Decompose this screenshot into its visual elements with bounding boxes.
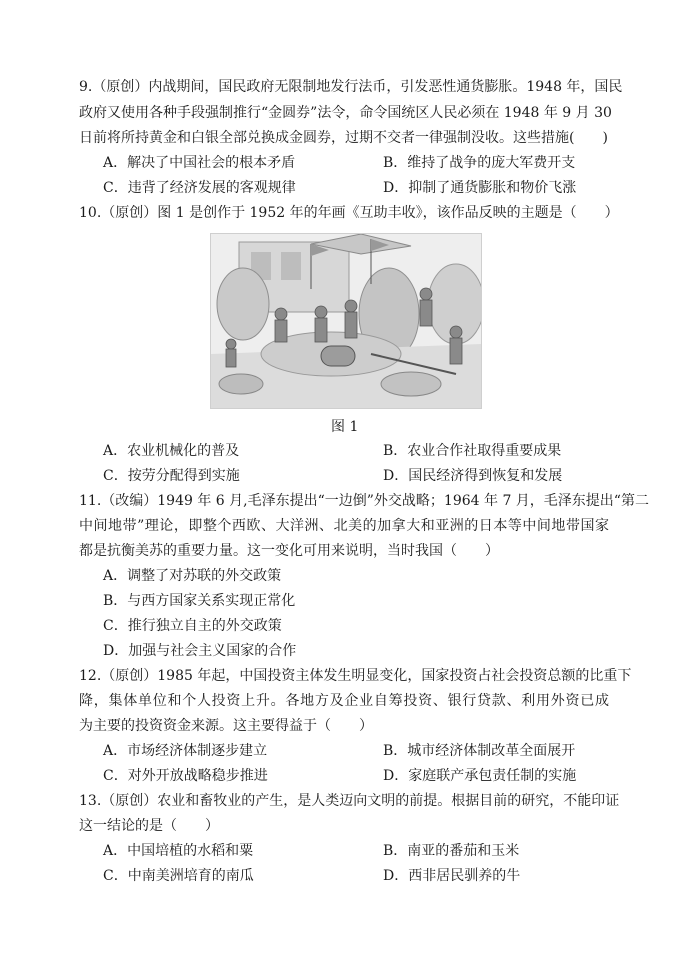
q13-option-b: B．南亚的番茄和玉米 <box>383 843 520 859</box>
q11-stem-line-2: 中间地带”理论，即整个西欧、大洋洲、北美的加拿大和亚洲的日本等中间地带国家 <box>79 518 609 534</box>
q10-option-c: C．按劳分配得到实施 <box>103 468 240 484</box>
q12-stem-line-3: 为主要的投资资金来源。这主要得益于（ ） <box>79 718 373 734</box>
q9-option-a: A．解决了中国社会的根本矛盾 <box>103 155 296 171</box>
q12-option-d: D．家庭联产承包责任制的实施 <box>383 768 577 784</box>
q13-stem-line-1: 13.（原创）农业和畜牧业的产生，是人类迈向文明的前提。根据目前的研究，不能印证 <box>79 793 620 809</box>
q13-option-c: C．中南美洲培育的南瓜 <box>103 868 254 884</box>
q13-stem-line-2: 这一结论的是（ ） <box>79 818 219 834</box>
q9-option-d: D．抑制了通货膨胀和物价飞涨 <box>383 180 577 196</box>
q12-stem-line-1: 12.（原创）1985 年起，中国投资主体发生明显变化，国家投资占社会投资总额的比重下 <box>79 668 632 684</box>
q12-option-a: A．市场经济体制逐步建立 <box>103 743 268 759</box>
q13-option-a: A．中国培植的水稻和粟 <box>103 843 254 859</box>
q12-option-c: C．对外开放战略稳步推进 <box>103 768 268 784</box>
q11-option-c: C．推行独立自主的外交政策 <box>103 618 282 634</box>
q9-stem-line-1: 9.（原创）内战期间，国民政府无限制地发行法币，引发恶性通货膨胀。1948 年，国民 <box>79 79 623 95</box>
q9-stem-line-2: 政府又使用各种手段强制推行“金圆券”法令，命令国统区人民必须在 1948 年 9 月 30 <box>79 105 612 121</box>
new-year-painting-image <box>210 233 482 409</box>
q12-stem-line-2: 降，集体单位和个人投资上升。各地方及企业自筹投资、银行贷款、利用外资已成 <box>79 693 609 709</box>
q9-option-c: C．违背了经济发展的客观规律 <box>103 180 296 196</box>
q11-stem-line-1: 11.（改编）1949 年 6 月,毛泽东提出“一边倒”外交战略；1964 年 7 月，毛泽东提出“第二 <box>79 493 649 509</box>
q13-option-d: D．西非居民驯养的牛 <box>383 868 521 884</box>
q11-option-d: D．加强与社会主义国家的合作 <box>103 643 297 659</box>
painting-illustration <box>211 234 481 408</box>
q12-option-b: B．城市经济体制改革全面展开 <box>383 743 576 759</box>
q10-option-d: D．国民经济得到恢复和发展 <box>383 468 563 484</box>
q11-stem-line-3: 都是抗衡美苏的重要力量。这一变化可用来说明，当时我国（ ） <box>79 543 499 559</box>
figure-caption: 图 1 <box>331 419 359 435</box>
q11-option-b: B．与西方国家关系实现正常化 <box>103 593 296 609</box>
q9-option-b: B．维持了战争的庞大军费开支 <box>383 155 576 171</box>
q9-stem-line-3: 日前将所持黄金和白银全部兑换成金圆券，过期不交者一律强制没收。这些措施( ) <box>79 130 608 146</box>
q11-option-a: A．调整了对苏联的外交政策 <box>103 568 282 584</box>
q10-option-a: A．农业机械化的普及 <box>103 443 240 459</box>
q10-option-b: B．农业合作社取得重要成果 <box>383 443 562 459</box>
q10-stem-line-1: 10.（原创）图 1 是创作于 1952 年的年画《互助丰收》，该作品反映的主题是（ ） <box>79 205 619 221</box>
